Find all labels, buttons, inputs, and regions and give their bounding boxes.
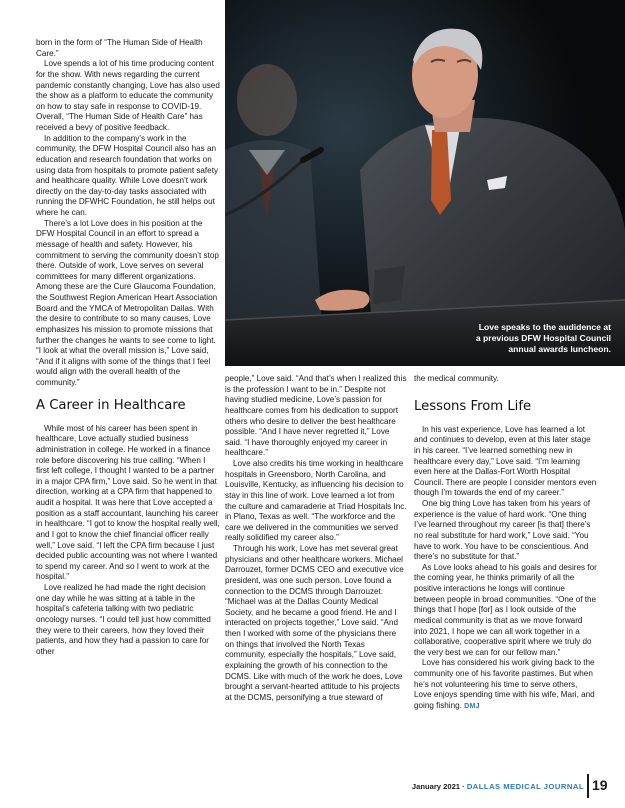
paragraph: In addition to the company’s work in the community, the DFW Hospital Council also has an education and research foundation that works on using data from hospitals to promote patient safety and healthcare quality. While Love doesn’t work directly on the day-to-day tasks associated with running the DFWHC Foundation, he still helps out where he can. <box>36 133 219 217</box>
paragraph-final <box>414 658 597 712</box>
footer-separator: · <box>462 782 465 791</box>
article-column-3 <box>414 374 597 713</box>
paragraph: the medical community. <box>414 374 499 383</box>
photo-caption <box>421 322 611 355</box>
journal-name: DALLAS MEDICAL JOURNAL <box>466 782 584 791</box>
paragraph-text: Love has considered his work giving back to the community one of his favorite pastimes. But when he’s not volunteering his time to serve others, Love enjoys spending time with his wife, Mari, and going fishing. <box>414 658 595 710</box>
caption-line: annual awards luncheon. <box>508 344 611 354</box>
section-heading-career: A Career in Healthcare <box>36 397 186 413</box>
paragraph: There’s a lot Love does in his position at the DFW Hospital Council in an effort to spread a message of health and safety. However, his commitment to serving the community doesn’t stop there. Outside of work, Love serves on several committees for many different organizations. Among these are the Cure Glaucoma Foundation, the Southwest Region American Heart Association Board and the YMCA of Metropolitan Dallas. With the desire to contribute to so many causes, Love emphasizes his mission to promote missions that further the changes he wants to see come to light. “I look at what the overall mission is,” Love said, “And if it aligns with some of the things that I feel would align with the overall health of the community.” <box>36 218 219 387</box>
paragraph: Love spends a lot of his time producing content for the show. With news regarding the current pandemic constantly changing, Love has also used the show as a platform to educate the community on how to stay safe in response to COVID-19. Overall, “The Human Side of Health Care” has received a bevy of positive feedback. <box>36 59 220 132</box>
article-column-2 <box>225 374 407 703</box>
paragraph: Through his work, Love has met several great physicians and other healthcare workers. Michael Darrouzet, former DCMS CEO and executive vice president, was one such person. Love found a connection to the DCMS through Darrouzet. “Michael was at the Dallas County Medical Society, and he became a good friend. He and I interacted on projects together,” Love said. “And then I worked with some of the physicians there on things that involved the North Texas community, especially the hospitals,” Love said, explaining the growth of his connection to the DCMS. Like with much of the work he does, Love brought a servant-hearted attitude to his projects at the DCMS, personifying a true steward of <box>225 544 404 702</box>
dmj-signoff: DMJ <box>464 702 480 710</box>
footer-divider <box>587 774 589 798</box>
paragraph: One big thing Love has taken from his years of experience is the value of hard work. “One thing I’ve learned throughout my career [is that] there’s no real substitute for hard work,” Love said. “You have to work. You have to be conscientious. And there’s no substitute for that.” <box>414 499 591 562</box>
paragraph: In his vast experience, Love has learned a lot and continues to develop, even at this later stage in his career. “I’ve learned something new in healthcare every day,” Love said. “I’m learning even here at the Dallas-Fort Worth Hospital Council. There are people I consider mentors even though I’m towards the end of my career.” <box>414 424 597 498</box>
section-heading-lessons: Lessons From Life <box>414 398 532 414</box>
speaker-photo-illustration <box>225 0 625 366</box>
issue-date: January 2021 <box>411 782 461 791</box>
paragraph: Love realized he had made the right decision one day while he was sitting at a table in the hospital’s cafeteria talking with two pediatric oncology nurses. “I could tell just how committed they were to their careers, how they loved their patients, and how they had a passion to care for other <box>36 583 211 656</box>
page-footer <box>0 777 625 808</box>
paragraph: As Love looks ahead to his goals and desires for the coming year, he thinks primarily of all the positive interactions he longs will continue between people in broad communities. “One of the things that I hope [for] as I look outside of the medical community is that as we move forward into 2021, I hope we can all work together in a collaborative, cooperative spirit where we truly do the very best we can for our fellow man.” <box>414 562 597 657</box>
caption-line: Love speaks to the audidence at <box>478 322 611 332</box>
article-column-1 <box>36 38 220 657</box>
paragraph: born in the form of “The Human Side of Health Care.” <box>36 38 203 58</box>
paragraph: Love also credits his time working in healthcare hospitals in Greensboro, North Carolina, and Louisville, Kentucky, as influencing his decision to stay in this line of work. Love learned a lot from the culture and camaraderie at Triad Hospitals Inc. in Plano, Texas as well. “The workforce and the care we delivered in the communities we served really solidified my career also.” <box>225 459 407 543</box>
speaker-photo <box>225 0 625 366</box>
paragraph: people,” Love said. “And that’s when I realized this is the profession I want to be in.” Despite not having studied medicine, Love’s passion for healthcare comes from his dedication to support others who desire to deliver the best healthcare possible. “And I have never regretted it,” Love said. “I have thoroughly enjoyed my career in healthcare.” <box>225 374 407 458</box>
page-number: 19 <box>592 777 608 793</box>
footer-text <box>412 780 584 794</box>
paragraph: While most of his career has been spent in healthcare, Love actually studied business administration in college. He worked in a finance role before discovering his true calling. “When I first left college, I thought I wanted to be a partner in a major CPA firm,” Love said. So he went in that direction, working at a CPA firm that happened to audit a hospital. It was here that Love accepted a position as a staff accountant, launching his career in healthcare. “I got to know the hospital really well, and I got to know the chief financial officer really well,” Love said. “I left the CPA firm because I just decided public accounting was not where I wanted to spend my career. And so I went to work at the hospital.” <box>36 423 220 582</box>
caption-line: a previous DFW Hospital Council <box>475 333 611 343</box>
